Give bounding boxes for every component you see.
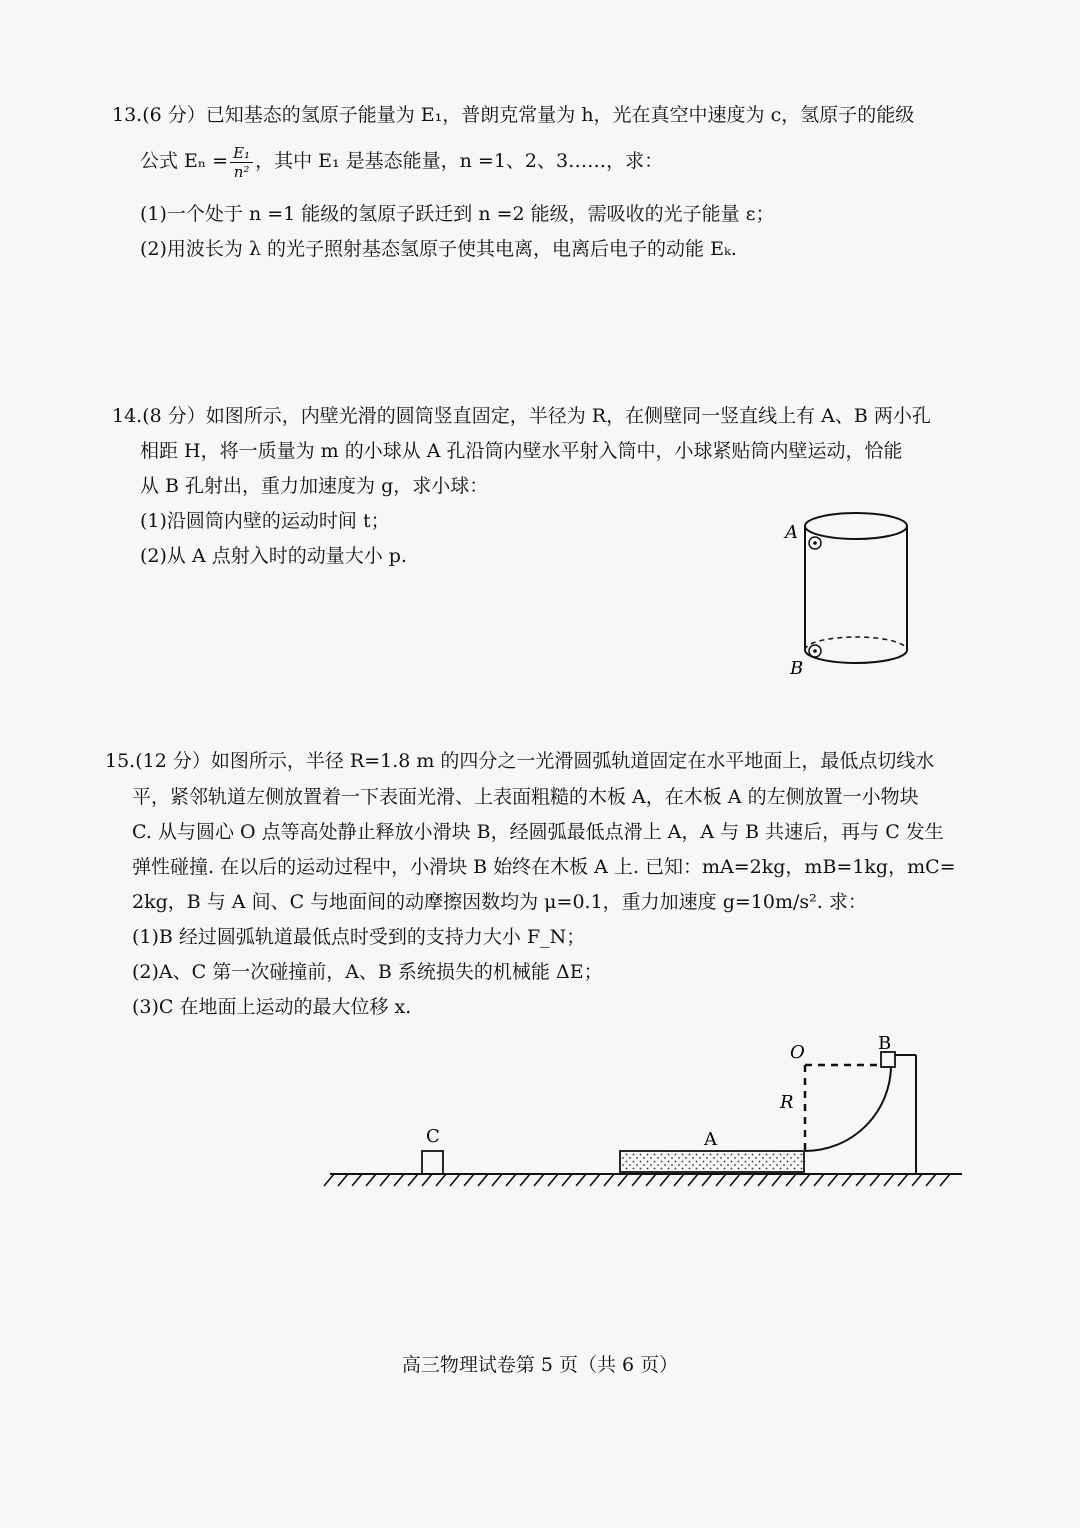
q14-line3: 从 B 孔射出，重力加速度为 g，求小球： <box>140 475 489 497</box>
hatch-stroke <box>912 1174 922 1186</box>
q15-part3: (3)C 在地面上运动的最大位移 x. <box>132 996 412 1018</box>
hatch-stroke <box>520 1174 530 1186</box>
hatch-stroke <box>394 1174 404 1186</box>
label-b: B <box>878 1033 892 1054</box>
hatch-stroke <box>870 1174 880 1186</box>
label-o: O <box>790 1042 805 1063</box>
q13-formula-line <box>140 143 663 181</box>
hatch-stroke <box>926 1174 936 1186</box>
ground-hatching <box>324 1174 950 1186</box>
hatch-stroke <box>562 1174 572 1186</box>
fraction-numerator: E₁ <box>230 144 253 163</box>
page-footer: 高三物理试卷第 5 页（共 6 页） <box>401 1354 679 1376</box>
hatch-stroke <box>758 1174 768 1186</box>
hatch-stroke <box>352 1174 362 1186</box>
q13-formula-post: ，其中 E₁ 是基态能量，n =1、2、3……，求： <box>255 150 664 172</box>
q13-formula-pre: 公式 Eₙ = <box>140 150 229 172</box>
board-a <box>620 1151 804 1172</box>
hatch-stroke <box>590 1174 600 1186</box>
q15-part2: (2)A、C 第一次碰撞前，A、B 系统损失的机械能 ΔE； <box>132 961 603 983</box>
hatch-stroke <box>464 1174 474 1186</box>
hatch-stroke <box>338 1174 348 1186</box>
hatch-stroke <box>576 1174 586 1186</box>
hatch-stroke <box>632 1174 642 1186</box>
hatch-stroke <box>450 1174 460 1186</box>
hatch-stroke <box>422 1174 432 1186</box>
q14-part2: (2)从 A 点射入时的动量大小 p. <box>140 545 407 567</box>
hatch-stroke <box>436 1174 446 1186</box>
hatch-stroke <box>814 1174 824 1186</box>
block-c <box>422 1151 443 1174</box>
label-r: R <box>780 1092 794 1113</box>
hatch-stroke <box>478 1174 488 1186</box>
cylinder-top-ellipse <box>805 513 907 539</box>
hatch-stroke <box>408 1174 418 1186</box>
q13-part1: (1)一个处于 n =1 能级的氢原子跃迁到 n =2 能级，需吸收的光子能量 ε； <box>140 203 775 225</box>
hatch-stroke <box>702 1174 712 1186</box>
hatch-stroke <box>618 1174 628 1186</box>
hatch-stroke <box>534 1174 544 1186</box>
label-c: C <box>426 1126 440 1147</box>
arc-track <box>805 1065 891 1151</box>
q15-line2: 平，紧邻轨道左侧放置着一下表面光滑、上表面粗糙的木板 A，在木板 A 的左侧放置一小物块 <box>132 786 919 808</box>
q15-part1: (1)B 经过圆弧轨道最低点时受到的支持力大小 F_N； <box>132 926 586 948</box>
hatch-stroke <box>884 1174 894 1186</box>
energy-level-fraction <box>230 144 253 181</box>
slider-b <box>881 1052 895 1067</box>
hatch-stroke <box>828 1174 838 1186</box>
hatch-stroke <box>772 1174 782 1186</box>
cylinder-diagram <box>770 500 930 685</box>
hatch-stroke <box>324 1174 334 1186</box>
q14-part1: (1)沿圆筒内壁的运动时间 t； <box>140 510 390 532</box>
hatch-stroke <box>856 1174 866 1186</box>
hatch-stroke <box>786 1174 796 1186</box>
ball-b <box>813 649 817 653</box>
q14-line2: 相距 H，将一质量为 m 的小球从 A 孔沿筒内壁水平射入筒中，小球紧贴筒内壁运动，恰能 <box>140 440 903 462</box>
hatch-stroke <box>898 1174 908 1186</box>
hatch-stroke <box>688 1174 698 1186</box>
hatch-stroke <box>940 1174 950 1186</box>
hatch-stroke <box>380 1174 390 1186</box>
q15-line3: C. 从与圆心 O 点等高处静止释放小滑块 B，经圆弧最低点滑上 A，A 与 B 共速后，再与 C 发生 <box>132 821 944 843</box>
hatch-stroke <box>800 1174 810 1186</box>
q13-part2: (2)用波长为 λ 的光子照射基态氢原子使其电离，电离后电子的动能 Eₖ. <box>140 238 737 260</box>
q13-line1: 13.(6 分）已知基态的氢原子能量为 E₁，普朗克常量为 h，光在真空中速度为 c，氢原子的能级 <box>112 104 915 126</box>
label-a: A <box>704 1129 717 1150</box>
ball-a <box>813 541 817 545</box>
q15-line4: 弹性碰撞. 在以后的运动过程中，小滑块 B 始终在木板 A 上. 已知：mA=2kg，mB=1kg，mC= <box>132 856 956 878</box>
hatch-stroke <box>548 1174 558 1186</box>
fraction-denominator: n² <box>233 162 250 181</box>
track-diagram <box>320 1030 980 1200</box>
hatch-stroke <box>492 1174 502 1186</box>
hatch-stroke <box>646 1174 656 1186</box>
hatch-stroke <box>744 1174 754 1186</box>
hatch-stroke <box>506 1174 516 1186</box>
q15-line5: 2kg，B 与 A 间、C 与地面间的动摩擦因数均为 μ=0.1，重力加速度 g=10m/s². 求： <box>132 891 867 913</box>
hatch-stroke <box>660 1174 670 1186</box>
hatch-stroke <box>716 1174 726 1186</box>
label-b: B <box>790 658 804 679</box>
q15-line1: 15.(12 分）如图所示，半径 R=1.8 m 的四分之一光滑圆弧轨道固定在水平地面上，最低点切线水 <box>105 750 935 772</box>
q14-line1: 14.(8 分）如图所示，内壁光滑的圆筒竖直固定，半径为 R，在侧壁同一竖直线上有 A、B 两小孔 <box>112 405 931 427</box>
hatch-stroke <box>674 1174 684 1186</box>
hatch-stroke <box>730 1174 740 1186</box>
hatch-stroke <box>604 1174 614 1186</box>
hatch-stroke <box>842 1174 852 1186</box>
hatch-stroke <box>366 1174 376 1186</box>
label-a: A <box>785 522 798 543</box>
